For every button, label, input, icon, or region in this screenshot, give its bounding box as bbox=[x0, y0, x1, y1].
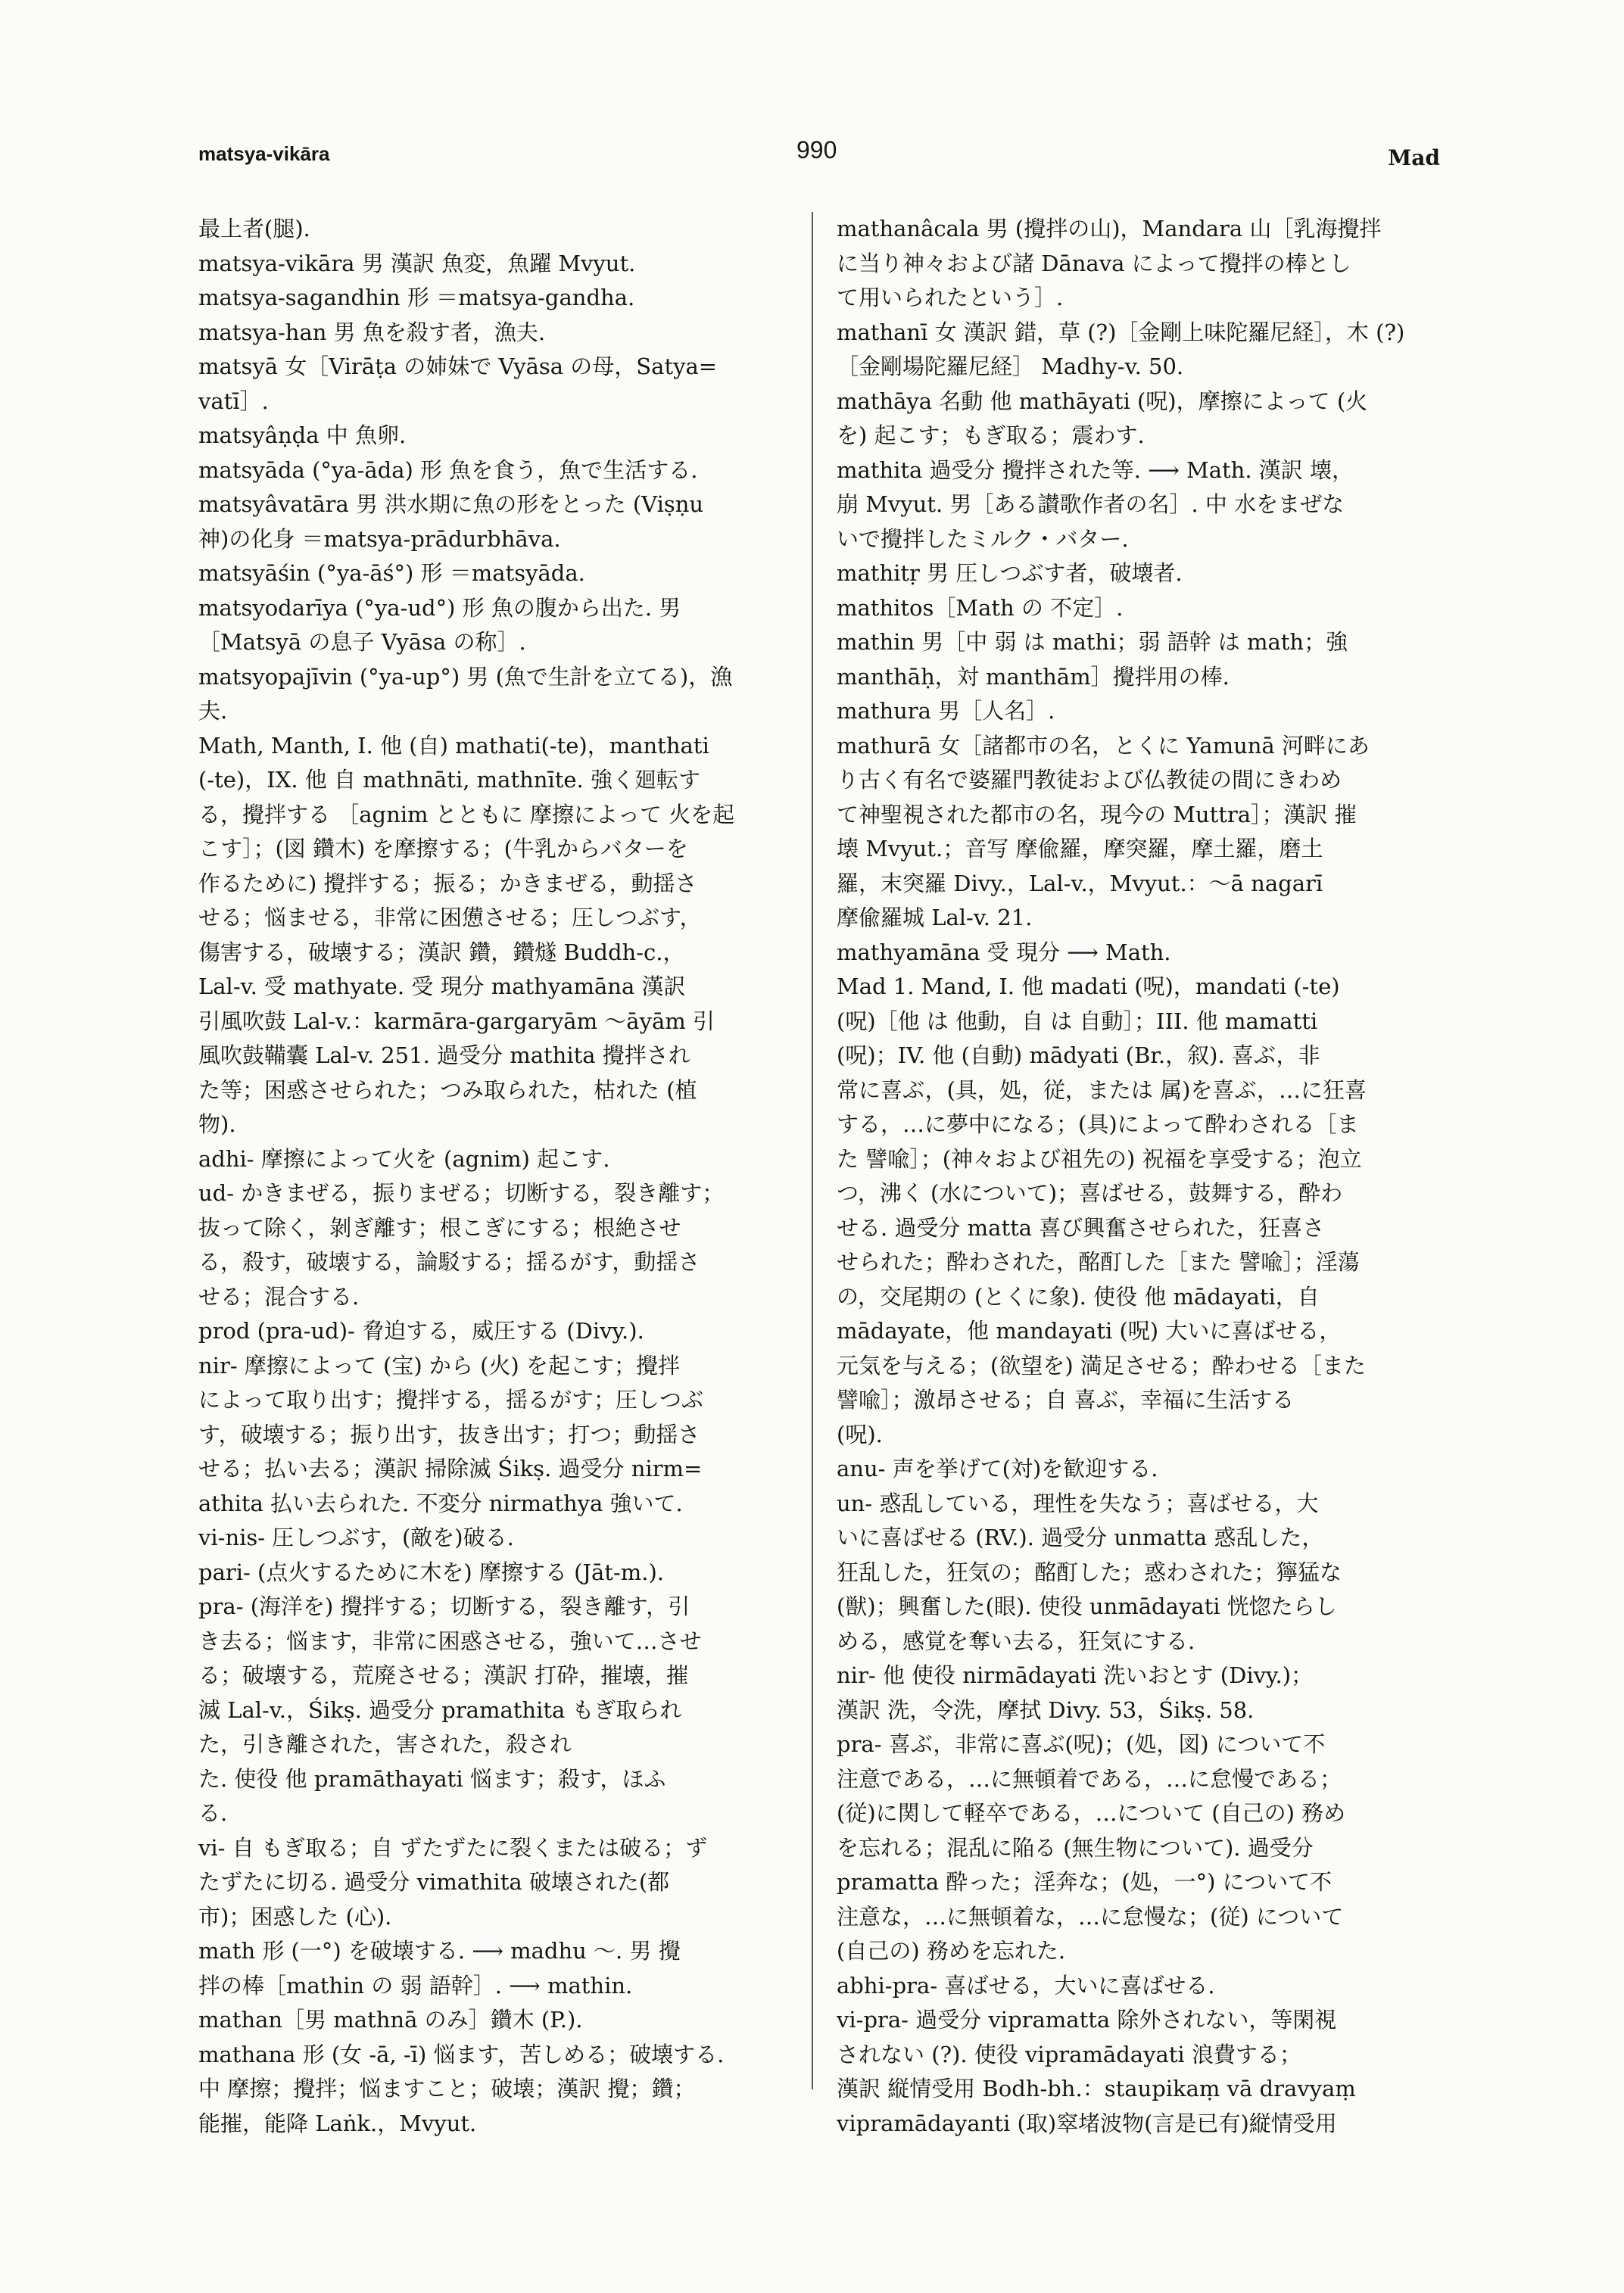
dictionary-line: vipramādayanti (取)窣堵波物(言是已有)縦情受用 bbox=[837, 2110, 1337, 2136]
dictionary-line: める，感覚を奪い去る，狂気にする. bbox=[837, 1628, 1195, 1654]
dictionary-line: た. 使役 他 pramāthayati 悩ます；殺す，ほふ bbox=[198, 1765, 666, 1792]
column-divider bbox=[812, 212, 813, 2089]
dictionary-line: き去る；悩ます，非常に困惑させる，強いて…させ bbox=[198, 1628, 702, 1654]
dictionary-line: せる. 過受分 matta 喜び興奮させられた，狂喜さ bbox=[837, 1214, 1325, 1241]
dictionary-line: こす］；(図 鑽木) を摩擦する；(牛乳からバターを bbox=[198, 836, 688, 861]
dictionary-line: pramatta 酔った；淫奔な；(処，一°) について不 bbox=[837, 1869, 1333, 1895]
dictionary-line: math 形 (一°) を破壊する. ⟶ madhu ～. 男 攪 bbox=[198, 1938, 681, 1964]
dictionary-line: matsyāda (°ya-āda) 形 魚を食う，魚で生活する. bbox=[198, 456, 698, 483]
dictionary-line: る；破壊する，荒廃させる；漢訳 打砕，摧壊，摧 bbox=[198, 1662, 689, 1688]
dictionary-line: たずたに切る. 過受分 vimathita 破壊された(都 bbox=[198, 1869, 670, 1895]
dictionary-line: vi-nis- 圧しつぶす，(敵を)破る. bbox=[198, 1525, 514, 1550]
dictionary-line: せる；払い去る；漢訳 掃除滅 Śikṣ. 過受分 nirm= bbox=[198, 1456, 703, 1481]
dictionary-line: て用いられたという］. bbox=[837, 285, 1064, 310]
left-column bbox=[198, 212, 804, 2256]
dictionary-line: た等；困惑させられた；つみ取られた，枯れた (植 bbox=[198, 1076, 697, 1103]
dictionary-line: nir- 他 使役 nirmādayati 洗いおとす (Divy.)； bbox=[837, 1662, 1314, 1688]
dictionary-line: mathurā 女［諸都市の名，とくに Yamunā 河畔にあ bbox=[837, 732, 1370, 759]
dictionary-line: 中 摩擦；攪拌；悩ますこと；破壊；漢訳 攪；鑽； bbox=[198, 2076, 696, 2101]
dictionary-line: る. bbox=[198, 1800, 228, 1826]
dictionary-line: 壊 Mvyut.；音写 摩偸羅，摩突羅，摩土羅，磨土 bbox=[837, 836, 1323, 861]
dictionary-line: 摩偸羅城 Lal-v. 21. bbox=[837, 905, 1033, 930]
dictionary-line: 物). bbox=[198, 1111, 236, 1137]
dictionary-line: (自己の) 務めを忘れた. bbox=[837, 1938, 1066, 1964]
dictionary-line: athita 払い去られた. 不変分 nirmathya 強いて. bbox=[198, 1490, 683, 1516]
dictionary-line: mathanī 女 漢訳 錯，草 (?)［金剛上味陀羅尼経］，木 (?) bbox=[837, 319, 1405, 345]
dictionary-line: 作るために) 攪拌する；振る；かきまぜる，動揺さ bbox=[198, 870, 697, 896]
dictionary-line: (呪). bbox=[837, 1421, 883, 1447]
dictionary-line: manthāḥ，対 manthām］攪拌用の棒. bbox=[837, 663, 1230, 690]
dictionary-line: pari- (点火するために木を) 摩擦する (Jāt-m.). bbox=[198, 1559, 665, 1585]
dictionary-line: ud- かきまぜる，振りまぜる；切断する，裂き離す； bbox=[198, 1180, 725, 1206]
dictionary-line: によって取り出す；攪拌する，揺るがす；圧しつぶ bbox=[198, 1387, 704, 1413]
dictionary-line: vi- 自 もぎ取る；自 ずたずたに裂くまたは破る；ず bbox=[198, 1834, 708, 1861]
dictionary-line: prod (pra-ud)- 脅迫する，威圧する (Divy.). bbox=[198, 1318, 644, 1344]
dictionary-line: abhi-pra- 喜ばせる，大いに喜ばせる. bbox=[837, 1972, 1215, 1999]
dictionary-line: 常に喜ぶ，(具，処，従，または 属)を喜ぶ，…に狂喜 bbox=[837, 1076, 1367, 1103]
dictionary-line: 抜って除く，剝ぎ離す；根こぎにする；根絶させ bbox=[198, 1214, 681, 1241]
dictionary-line: せられた；酔わされた，酩酊した［また 譬喩］；淫蕩 bbox=[837, 1249, 1360, 1275]
dictionary-line: 神)の化身 ＝matsya-prādurbhāva. bbox=[198, 525, 561, 552]
dictionary-line: ［Matsyā の息子 Vyāsa の称］. bbox=[198, 629, 526, 655]
dictionary-line: (呪)［他 は 他動，自 は 自動］；III. 他 mamatti bbox=[837, 1008, 1318, 1034]
dictionary-line: されない (?). 使役 vipramādayati 浪費する； bbox=[837, 2041, 1301, 2067]
dictionary-line: vi-pra- 過受分 vipramatta 除外されない，等閑視 bbox=[837, 2007, 1337, 2033]
dictionary-line: 漢訳 洗，令洗，摩拭 Divy. 53，Śikṣ. 58. bbox=[837, 1696, 1255, 1723]
dictionary-line: り古く有名で婆羅門教徒および仏教徒の間にきわめ bbox=[837, 767, 1342, 793]
dictionary-line: mādayate，他 mandayati (呪) 大いに喜ばせる， bbox=[837, 1318, 1342, 1344]
dictionary-line: mathin 男［中 弱 は mathi；弱 語幹 は math；強 bbox=[837, 629, 1348, 655]
dictionary-line: いで攪拌したミルク・バター. bbox=[837, 525, 1129, 552]
dictionary-line: 狂乱した，狂気の；酩酊した；惑わされた；獰猛な bbox=[837, 1559, 1342, 1585]
dictionary-line: (従)に関して軽卒である，…について (自己の) 務め bbox=[837, 1800, 1346, 1826]
dictionary-line: mathana 形 (女 -ā, -ī) 悩ます，苦しめる；破壊する. bbox=[198, 2041, 725, 2067]
dictionary-line: 滅 Lal-v.，Śikṣ. 過受分 pramathita もぎ取られ bbox=[198, 1696, 682, 1723]
dictionary-line: anu- 声を挙げて(対)を歓迎する. bbox=[837, 1456, 1158, 1481]
dictionary-line: pra- (海洋を) 攪拌する；切断する，裂き離す，引 bbox=[198, 1594, 690, 1619]
dictionary-line: mathāya 名動 他 mathāyati (呪)，摩擦によって (火 bbox=[837, 388, 1368, 414]
dictionary-line: matsya-vikāra 男 漢訳 魚変，魚躍 Mvyut. bbox=[198, 250, 636, 276]
dictionary-line: 注意な，…に無頓着な，…に怠慢な；(従) について bbox=[837, 1903, 1344, 1930]
dictionary-line: (獣)；興奮した(眼). 使役 unmādayati 恍惚たらし bbox=[837, 1594, 1337, 1619]
dictionary-line: adhi- 摩擦によって火を (agnim) 起こす. bbox=[198, 1145, 610, 1172]
dictionary-line: る，殺す，破壊する，論駁する；揺るがす，動揺さ bbox=[198, 1249, 700, 1275]
dictionary-line: matsya-han 男 魚を殺す者，漁夫. bbox=[198, 319, 546, 345]
dictionary-line: mathyamāna 受 現分 ⟶ Math. bbox=[837, 939, 1171, 965]
dictionary-line: matsyāśin (°ya-āś°) 形 ＝matsyāda. bbox=[198, 560, 585, 586]
dictionary-line: 漢訳 縦情受用 Bodh-bh.：staupikaṃ vā dravyaṃ bbox=[837, 2076, 1356, 2101]
dictionary-line: (-te)，IX. 他 自 mathnāti, mathnīte. 強く廻転す bbox=[198, 767, 700, 793]
dictionary-line: た 譬喩］；(神々および祖先の) 祝福を享受する；泡立 bbox=[837, 1145, 1362, 1172]
running-head-right: Mad bbox=[1388, 145, 1440, 170]
dictionary-line: る，攪拌する ［agnim とともに 摩擦によって 火を起 bbox=[198, 801, 735, 827]
dictionary-line: する，…に夢中になる；(具)によって酔わされる［ま bbox=[837, 1111, 1359, 1137]
dictionary-line: 譬喩］；激昂させる；自 喜ぶ，幸福に生活する bbox=[837, 1387, 1295, 1413]
dictionary-line: ［金剛場陀羅尼経］ Madhy-v. 50. bbox=[837, 354, 1184, 379]
dictionary-line: せる；混合する. bbox=[198, 1283, 360, 1310]
dictionary-line: (呪)；IV. 他 (自動) mādyati (Br.，叙). 喜ぶ，非 bbox=[837, 1042, 1320, 1068]
dictionary-line: vatī］. bbox=[198, 388, 269, 414]
dictionary-line: mathitṛ 男 圧しつぶす者，破壊者. bbox=[837, 560, 1183, 586]
dictionary-line: 注意である，…に無頓着である，…に怠慢である； bbox=[837, 1765, 1342, 1792]
dictionary-line: 夫. bbox=[198, 698, 228, 724]
dictionary-line: matsya-sagandhin 形 ＝matsya-gandha. bbox=[198, 285, 635, 310]
dictionary-line: に当り神々および諸 Dānava によって攪拌の棒とし bbox=[837, 250, 1351, 276]
dictionary-line: mathan［男 mathnā のみ］鑽木 (P.). bbox=[198, 2007, 583, 2033]
dictionary-line: mathitos［Math の 不定］. bbox=[837, 594, 1124, 621]
dictionary-line: の，交尾期の (とくに象). 使役 他 mādayati，自 bbox=[837, 1283, 1320, 1310]
dictionary-line: 最上者(腿). bbox=[198, 216, 310, 241]
dictionary-line: matsyâvatāra 男 洪水期に魚の形をとった (Viṣṇu bbox=[198, 491, 704, 517]
dictionary-line: いに喜ばせる (RV.). 過受分 unmatta 惑乱した， bbox=[837, 1525, 1324, 1550]
dictionary-line: pra- 喜ぶ，非常に喜ぶ(呪)；(処，図) について不 bbox=[837, 1731, 1326, 1757]
dictionary-line: mathita 過受分 攪拌された等. ⟶ Math. 漢訳 壊， bbox=[837, 456, 1354, 483]
dictionary-line: matsyâṇḍa 中 魚卵. bbox=[198, 422, 407, 448]
dictionary-line: mathanâcala 男 (攪拌の山)，Mandara 山［乳海攪拌 bbox=[837, 216, 1382, 241]
page-number: 990 bbox=[796, 136, 837, 164]
dictionary-line: す，破壊する；振り出す，抜き出す；打つ；動揺さ bbox=[198, 1421, 700, 1447]
dictionary-line: つ，沸く (水について)；喜ばせる，鼓舞する，酔わ bbox=[837, 1180, 1343, 1206]
dictionary-line: を) 起こす；もぎ取る；震わす. bbox=[837, 422, 1145, 448]
dictionary-line: mathura 男［人名］. bbox=[837, 698, 1055, 724]
dictionary-line: matsyodarīya (°ya-ud°) 形 魚の腹から出た. 男 bbox=[198, 594, 681, 621]
dictionary-line: を忘れる；混乱に陥る (無生物について). 過受分 bbox=[837, 1834, 1314, 1861]
dictionary-line: 風吹鼓鞴囊 Lal-v. 251. 過受分 mathita 攪拌され bbox=[198, 1042, 690, 1068]
dictionary-line: せる；悩ませる，非常に困憊させる；圧しつぶす， bbox=[198, 905, 702, 930]
dictionary-line: matsyopajīvin (°ya-up°) 男 (魚で生計を立てる)，漁 bbox=[198, 663, 733, 690]
dictionary-line: 傷害する，破壊する；漢訳 鑽，鑽燧 Buddh-c.， bbox=[198, 939, 685, 965]
dictionary-line: た，引き離された，害された，殺され bbox=[198, 1731, 572, 1757]
dictionary-line: Mad 1. Mand, I. 他 madati (呪)，mandati (-te) bbox=[837, 974, 1340, 999]
dictionary-line: Math, Manth, I. 他 (自) mathati(-te)，manthati bbox=[198, 732, 709, 759]
page-header bbox=[198, 136, 1440, 174]
dictionary-line: 羅，末突羅 Divy.，Lal-v.，Mvyut.：～ā nagarī bbox=[837, 870, 1323, 896]
dictionary-line: 拌の棒［mathin の 弱 語幹］. ⟶ mathin. bbox=[198, 1972, 633, 1999]
dictionary-line: matsyā 女［Virāṭa の姉妹で Vyāsa の母，Satya= bbox=[198, 354, 718, 379]
dictionary-line: 元気を与える；(欲望を) 満足させる；酔わせる［また bbox=[837, 1352, 1366, 1379]
dictionary-line: 崩 Mvyut. 男［ある讃歌作者の名］. 中 水をまぜな bbox=[837, 491, 1345, 517]
running-head-left: matsya-vikāra bbox=[198, 142, 330, 165]
dictionary-line: 市)；困惑した (心). bbox=[198, 1903, 392, 1930]
dictionary-line: nir- 摩擦によって (宝) から (火) を起こす；攪拌 bbox=[198, 1352, 680, 1379]
dictionary-line: 引風吹鼓 Lal-v.：karmāra-gargaryām ～āyām 引 bbox=[198, 1008, 715, 1034]
dictionary-line: Lal-v. 受 mathyate. 受 現分 mathyamāna 漢訳 bbox=[198, 974, 686, 999]
dictionary-line: un- 惑乱している，理性を失なう；喜ばせる，大 bbox=[837, 1490, 1319, 1516]
right-column bbox=[837, 212, 1442, 2256]
dictionary-line: て神聖視された都市の名，現今の Muttra］；漢訳 摧 bbox=[837, 801, 1357, 827]
dictionary-line: 能摧，能降 Laṅk.，Mvyut. bbox=[198, 2110, 477, 2136]
